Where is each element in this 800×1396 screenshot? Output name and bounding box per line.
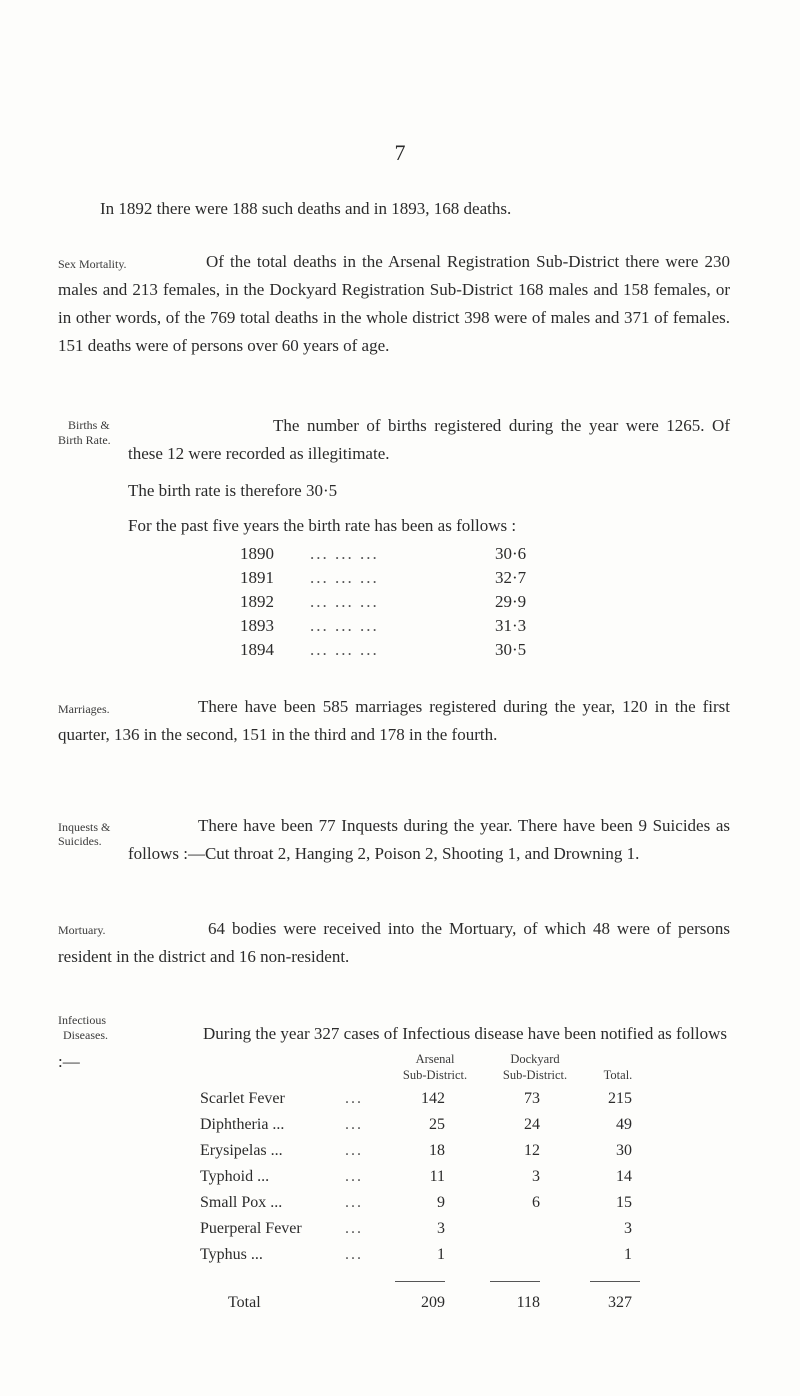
dockyard-total-rule — [490, 1281, 540, 1282]
rate-dots: ... ... ... — [310, 616, 379, 635]
dockyard-value: 73 — [524, 1090, 540, 1107]
total-value: 15 — [616, 1194, 632, 1211]
arsenal-total: 209 — [421, 1294, 445, 1311]
inquests-label-1: Inquests & — [58, 820, 111, 834]
arsenal-value: 142 — [421, 1090, 445, 1107]
sex-mortality-paragraph: Of the total deaths in the Arsenal Registration Sub-District there were 230 males and 213 females, in the Dockyard Registration Sub-District 168 males and 158 females, or in other words, of the 769 total deaths in the whole district 398 were of males and 371 of females. 151 deaths were of persons over 60 years of age. — [58, 252, 730, 355]
arsenal-value: 1 — [437, 1246, 445, 1263]
arsenal-header-line2: Sub-District. — [402, 1068, 468, 1082]
mortuary-paragraph: 64 bodies were received into the Mortuary, of which 48 were of persons resident in the district and 16 non-resident. — [58, 919, 730, 966]
disease-name: Puerperal Fever — [200, 1220, 302, 1237]
mortuary-label: Mortuary. — [58, 923, 106, 937]
disease-name: Typhus ... — [200, 1246, 263, 1263]
rate-value: 30·5 — [495, 640, 527, 659]
arsenal-value: 9 — [437, 1194, 445, 1211]
disease-name: Typhoid ... — [200, 1168, 270, 1185]
disease-name: Small Pox ... — [200, 1194, 283, 1211]
row-dots: ... — [345, 1168, 363, 1185]
marriages-paragraph: There have been 585 marriages registered during the year, 120 in the first quarter, 136 in the second, 151 in the third and 178 in the fourth. — [58, 697, 730, 744]
arsenal-header-line1: Arsenal — [415, 1052, 455, 1066]
infectious-label-1: Infectious — [58, 1013, 106, 1027]
table-row — [0, 1090, 800, 1116]
arsenal-value: 18 — [429, 1142, 445, 1159]
total-value: 215 — [608, 1090, 632, 1107]
birth-rate-row — [240, 592, 580, 616]
rate-year: 1892 — [240, 592, 274, 611]
row-dots: ... — [345, 1220, 363, 1237]
birth-rate-row — [240, 544, 580, 568]
table-row — [0, 1220, 800, 1246]
disease-name: Scarlet Fever — [200, 1090, 285, 1107]
total-row — [0, 1294, 800, 1320]
row-dots: ... — [345, 1142, 363, 1159]
birth-rate-row — [240, 568, 580, 592]
births-paragraph: The number of births registered during the year were 1265. Of these 12 were recorded as illegitimate. — [128, 416, 730, 463]
rate-value: 32·7 — [495, 568, 527, 587]
sex-mortality-label: Sex Mortality. — [58, 257, 127, 271]
rate-dots: ... ... ... — [310, 640, 379, 659]
total-header: Total. — [603, 1068, 633, 1082]
rate-dots: ... ... ... — [310, 568, 379, 587]
dockyard-value: 6 — [532, 1194, 540, 1211]
total-value: 30 — [616, 1142, 632, 1159]
inquests-label-2: Suicides. — [58, 834, 102, 848]
grand-total-rule — [590, 1281, 640, 1282]
total-value: 49 — [616, 1116, 632, 1133]
rate-year: 1893 — [240, 616, 274, 635]
table-row — [0, 1142, 800, 1168]
birth-rate-row — [240, 640, 580, 664]
rate-year: 1894 — [240, 640, 274, 659]
dockyard-value: 24 — [524, 1116, 540, 1133]
arsenal-value: 25 — [429, 1116, 445, 1133]
rate-value: 30·6 — [495, 544, 527, 563]
rate-dots: ... ... ... — [310, 592, 379, 611]
dockyard-total: 118 — [516, 1294, 540, 1311]
rate-value: 31·3 — [495, 616, 527, 635]
birth-rate-list — [240, 544, 580, 664]
births-label-1: Births & — [68, 418, 110, 432]
rate-year: 1890 — [240, 544, 274, 563]
arsenal-value: 3 — [437, 1220, 445, 1237]
rate-dots: ... ... ... — [310, 544, 379, 563]
dockyard-value: 12 — [524, 1142, 540, 1159]
grand-total: 327 — [608, 1294, 632, 1311]
past-rates-line: For the past five years the birth rate has been as follows : — [128, 516, 517, 535]
table-row — [0, 1246, 800, 1272]
total-label: Total — [228, 1294, 261, 1311]
birth-rate-row — [240, 616, 580, 640]
arsenal-header — [385, 1051, 485, 1083]
infectious-paragraph: During the year 327 cases of Infectious disease have been notified as follows :— — [58, 1024, 727, 1071]
row-dots: ... — [345, 1116, 363, 1133]
marriages-label: Marriages. — [58, 702, 110, 716]
row-dots: ... — [345, 1246, 363, 1263]
birth-rate-line: The birth rate is therefore 30·5 — [128, 481, 338, 500]
inquests-paragraph: There have been 77 Inquests during the year. There have been 9 Suicides as follows :—Cut throat 2, Hanging 2, Poison 2, Shooting 1, and Drowning 1. — [128, 816, 730, 863]
infectious-label-2: Diseases. — [63, 1028, 108, 1042]
dockyard-header — [485, 1051, 585, 1083]
table-row — [0, 1168, 800, 1194]
arsenal-total-rule — [395, 1281, 445, 1282]
rate-year: 1891 — [240, 568, 274, 587]
table-row — [0, 1116, 800, 1142]
births-label-2: Birth Rate. — [58, 433, 111, 447]
disease-name: Diphtheria ... — [200, 1116, 285, 1133]
table-row — [0, 1194, 800, 1220]
disease-name: Erysipelas ... — [200, 1142, 283, 1159]
row-dots: ... — [345, 1090, 363, 1107]
dockyard-header-line2: Sub-District. — [502, 1068, 568, 1082]
intro-paragraph: In 1892 there were 188 such deaths and in 1893, 168 deaths. — [100, 199, 512, 218]
total-value: 1 — [624, 1246, 632, 1263]
dockyard-header-line1: Dockyard — [510, 1052, 560, 1066]
row-dots: ... — [345, 1194, 363, 1211]
total-value: 14 — [616, 1168, 632, 1185]
rate-value: 29·9 — [495, 592, 527, 611]
arsenal-value: 11 — [429, 1168, 445, 1185]
total-value: 3 — [624, 1220, 632, 1237]
page-number: 7 — [394, 140, 406, 165]
dockyard-value: 3 — [532, 1168, 540, 1185]
